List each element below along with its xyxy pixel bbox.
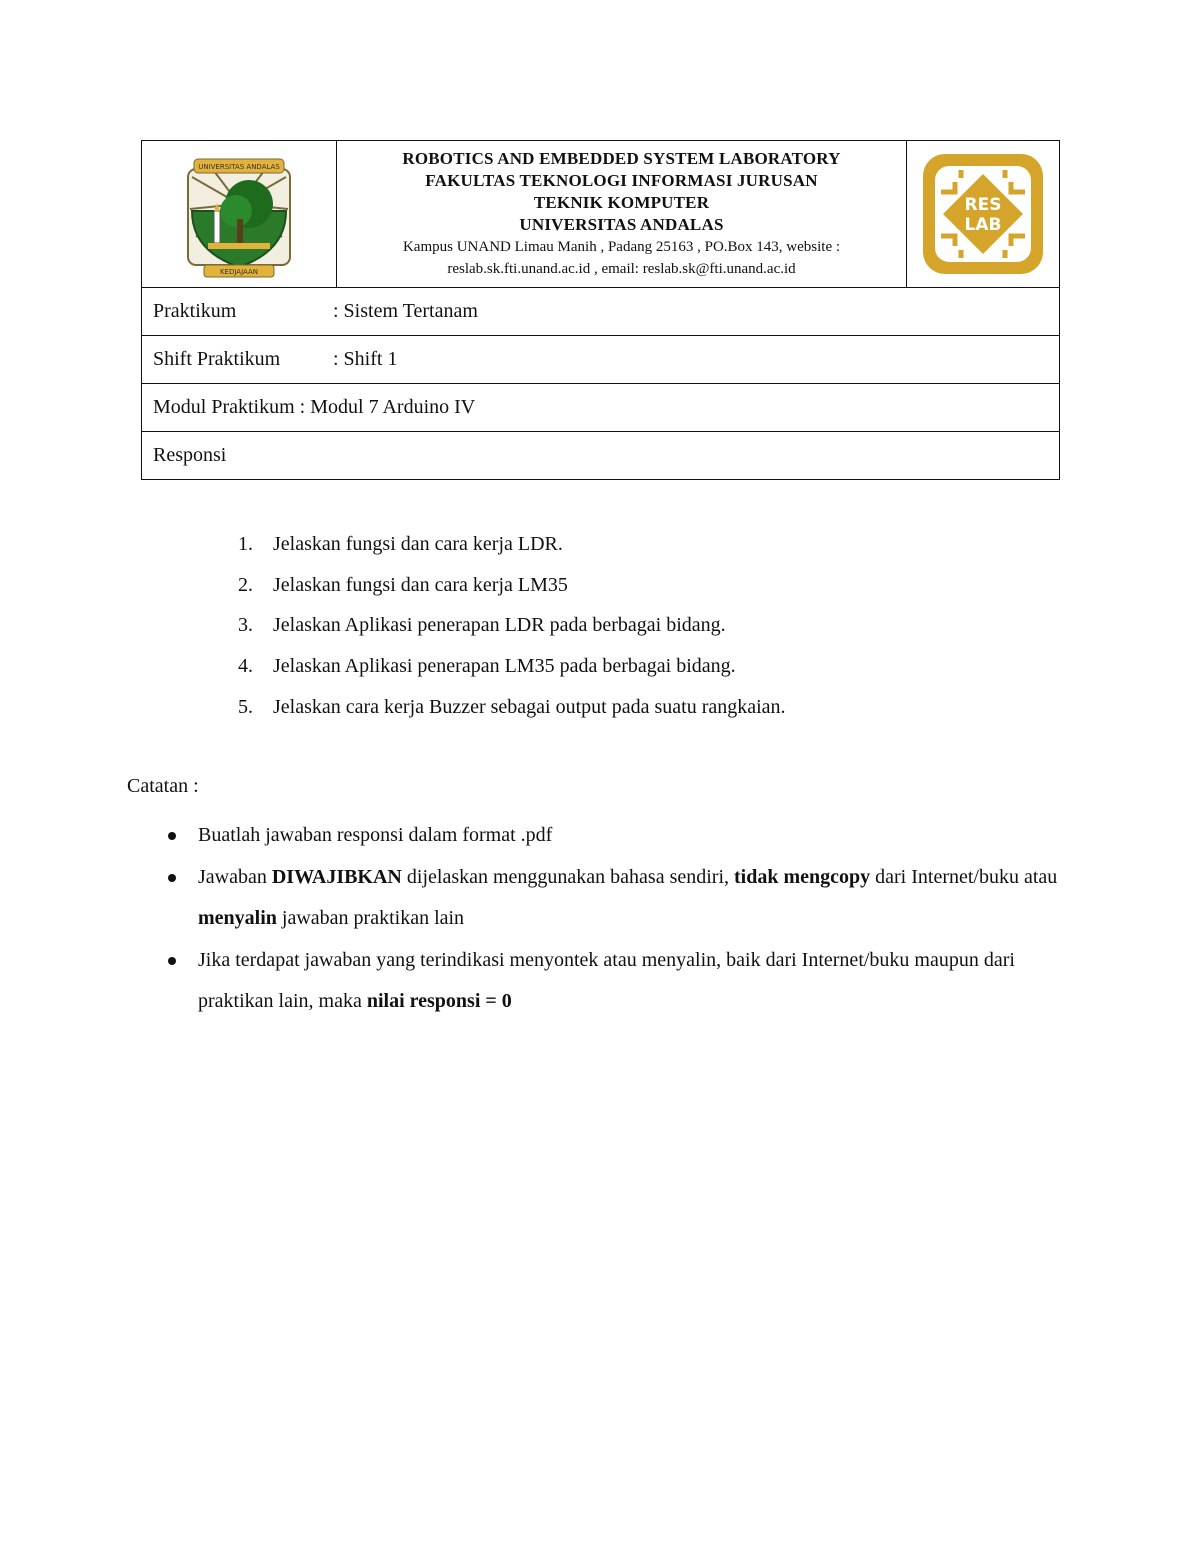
question-number: 1. (238, 533, 253, 555)
list-item (230, 646, 786, 687)
unand-logo-top-text: UNIVERSITAS ANDALAS (198, 163, 280, 171)
unand-logo-bottom-text: KEDJAJAAN (219, 268, 259, 276)
note-emphasis: tidak mengcopy (734, 865, 871, 888)
note-text: Buatlah jawaban responsi dalam format .pdf (198, 824, 553, 846)
list-item (160, 857, 1060, 940)
question-list (230, 524, 786, 727)
responsi-text: Responsi (142, 432, 1060, 480)
note-text: jawaban praktikan lain (276, 907, 465, 929)
university-name: UNIVERSITAS ANDALAS (519, 215, 724, 234)
shift-row (142, 336, 1060, 384)
faculty-name: FAKULTAS TEKNOLOGI INFORMASI JURUSAN (425, 171, 818, 190)
note-emphasis: nilai responsi = 0 (366, 990, 512, 1012)
unand-logo (174, 149, 304, 279)
lab-name: ROBOTICS AND EMBEDDED SYSTEM LABORATORY (402, 149, 841, 168)
responsi-row (142, 432, 1060, 480)
question-text: Jelaskan cara kerja Buzzer sebagai output pada suatu rangkaian. (273, 695, 786, 718)
note-text: Jawaban (198, 865, 272, 888)
reslab-logo-lab-text: LAB (964, 215, 1002, 235)
note-text: dari Internet/buku atau (870, 865, 1058, 888)
note-emphasis: DIWAJIBKAN (271, 865, 402, 888)
question-number: 5. (238, 695, 253, 718)
praktikum-label: Praktikum (153, 300, 237, 322)
note-text: Jika terdapat jawaban yang terindikasi menyontek atau menyalin, baik dari Internet/buku maupun dari praktikan lain, maka (198, 948, 1015, 1012)
note-text: dijelaskan menggunakan bahasa sendiri, (401, 865, 735, 888)
list-item (160, 940, 1060, 1023)
question-number: 2. (238, 573, 253, 596)
list-item (230, 687, 786, 728)
question-number: 4. (238, 655, 253, 678)
address-line: Kampus UNAND Limau Manih , Padang 25163 , PO.Box 143, website : (402, 239, 841, 255)
bullet-icon (168, 957, 176, 965)
lab-header-cell (337, 141, 907, 288)
praktikum-value: : Sistem Tertanam (333, 300, 478, 322)
note-emphasis: menyalin (198, 907, 277, 929)
list-item (230, 524, 786, 565)
reslab-logo (921, 152, 1045, 276)
list-item (160, 815, 1060, 857)
question-text: Jelaskan fungsi dan cara kerja LDR. (273, 533, 563, 555)
reslab-logo-res-text: RES (964, 195, 1002, 215)
question-text: Jelaskan fungsi dan cara kerja LM35 (273, 573, 568, 596)
praktikum-row (142, 288, 1060, 336)
shift-value: : Shift 1 (333, 348, 398, 370)
contact-line: reslab.sk.fti.unand.ac.id , email: reslab.sk@fti.unand.ac.id (447, 261, 796, 277)
question-text: Jelaskan Aplikasi penerapan LDR pada berbagai bidang. (273, 614, 726, 637)
question-number: 3. (238, 614, 253, 637)
modul-text: Modul Praktikum : Modul 7 Arduino IV (142, 384, 1060, 432)
list-item (230, 605, 786, 646)
list-item (230, 565, 786, 606)
header-table (141, 140, 1060, 480)
bullet-icon (168, 874, 176, 882)
question-text: Jelaskan Aplikasi penerapan LM35 pada berbagai bidang. (273, 655, 736, 678)
reslab-logo-cell (907, 141, 1060, 288)
bullet-icon (168, 832, 176, 840)
notes-title: Catatan : (127, 775, 199, 797)
shift-label: Shift Praktikum (153, 348, 281, 370)
notes-list (160, 815, 1060, 1023)
department-name: TEKNIK KOMPUTER (533, 193, 710, 212)
modul-row (142, 384, 1060, 432)
unand-logo-cell (142, 141, 337, 288)
